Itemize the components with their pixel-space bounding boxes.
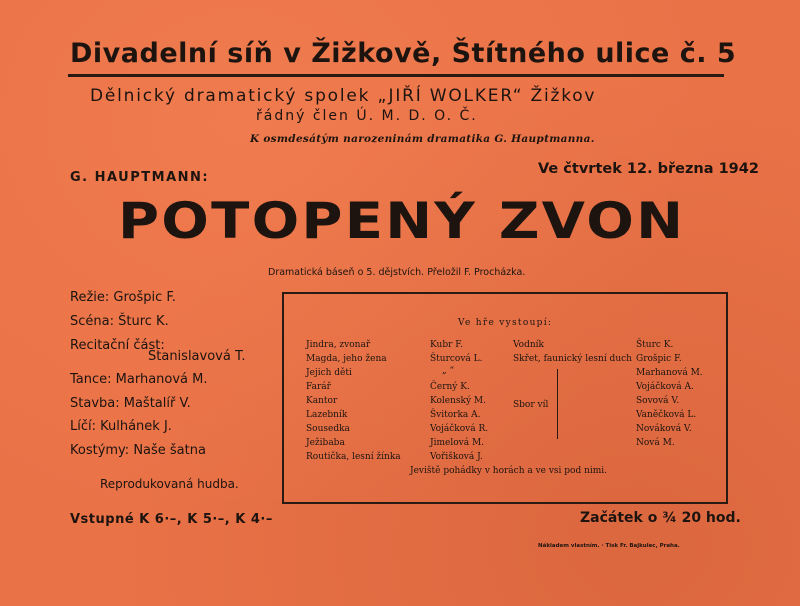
- cast-role: Sousedka: [306, 424, 350, 434]
- cast-actor: Nová M.: [636, 438, 675, 448]
- play-subtitle: Dramatická báseň o 5. dějstvích. Přeložil F. Procházka.: [268, 267, 526, 278]
- cast-role: Vodník: [513, 340, 544, 350]
- cast-role: Jindra, zvonař: [306, 340, 371, 350]
- cast-actor: Šturcová L.: [430, 354, 483, 364]
- cast-actor: Marhanová M.: [636, 368, 703, 378]
- play-title: POTOPENÝ ZVON: [118, 192, 686, 250]
- credit-recitation-name: Stanislavová T.: [148, 349, 246, 364]
- cast-actor: Vojáčková A.: [636, 382, 694, 392]
- credit-costumes: Kostýmy: Naše šatna: [70, 443, 206, 458]
- cast-actor: Jimelová M.: [430, 438, 485, 448]
- heading-rule: [68, 74, 724, 77]
- cast-role: Ježibaba: [306, 438, 345, 448]
- cast-actor: Vořišková J.: [430, 452, 483, 462]
- music-note: Reprodukovaná hudba.: [100, 477, 239, 491]
- cast-actor: Kolenský M.: [430, 396, 486, 406]
- venue-heading: Divadelní síň v Žižkově, Štítného ulice č. 5: [70, 38, 737, 69]
- cast-role: Routička, lesní žínka: [306, 452, 401, 462]
- cast-actor: „ “: [442, 366, 455, 376]
- author-name: G. HAUPTMANN:: [70, 170, 210, 185]
- credit-recitation-label: Recitační část:: [70, 338, 165, 353]
- cast-actor: Nováková V.: [636, 424, 692, 434]
- cast-role: Lazebník: [306, 410, 348, 420]
- dedication-line: K osmdesátým narozeninám dramatika G. Hauptmanna.: [250, 133, 595, 145]
- chorus-bracket: [557, 369, 558, 439]
- credit-construction: Stavba: Maštalíř V.: [70, 396, 191, 411]
- cast-actor: Šturc K.: [636, 340, 674, 350]
- cast-actor: Švitorka A.: [430, 410, 481, 420]
- start-time: Začátek o ¾ 20 hod.: [580, 510, 741, 526]
- society-line: Dělnický dramatický spolek „JIŘÍ WOLKER“ Žižkov: [90, 86, 597, 106]
- cast-actor: Černý K.: [430, 382, 470, 392]
- cast-actor: Kubr F.: [430, 340, 463, 350]
- membership-line: řádný člen Ú. M. D. O. Č.: [256, 108, 478, 124]
- credit-makeup: Líčí: Kulhánek J.: [70, 419, 172, 434]
- cast-role: Kantor: [306, 396, 338, 406]
- cast-role: Sbor víl: [513, 400, 549, 410]
- cast-role: Skřet, faunický lesní duch: [513, 354, 632, 364]
- credit-scene: Scéna: Šturc K.: [70, 314, 169, 329]
- cast-actor: Vojáčková R.: [430, 424, 489, 434]
- cast-role: Jejich děti: [306, 368, 352, 378]
- scene-note: Jeviště pohádky v horách a ve vsi pod nimi.: [410, 466, 608, 476]
- cast-actor: Vaněčková L.: [636, 410, 697, 420]
- printer-imprint: Nákladem vlastním. · Tisk Fr. Bajkulec, Praha.: [538, 543, 680, 549]
- credit-dances: Tance: Marhanová M.: [70, 372, 208, 387]
- cast-actor: Grošpic F.: [636, 354, 682, 364]
- cast-actor: Sovová V.: [636, 396, 680, 406]
- admission-prices: Vstupné K 6·–, K 5·–, K 4·–: [70, 512, 273, 527]
- cast-role: Farář: [306, 382, 331, 392]
- performance-date: Ve čtvrtek 12. března 1942: [538, 161, 759, 177]
- cast-heading: Ve hře vystoupí:: [458, 318, 553, 328]
- cast-role: Magda, jeho žena: [306, 354, 387, 364]
- credit-director: Režie: Grošpic F.: [70, 290, 176, 305]
